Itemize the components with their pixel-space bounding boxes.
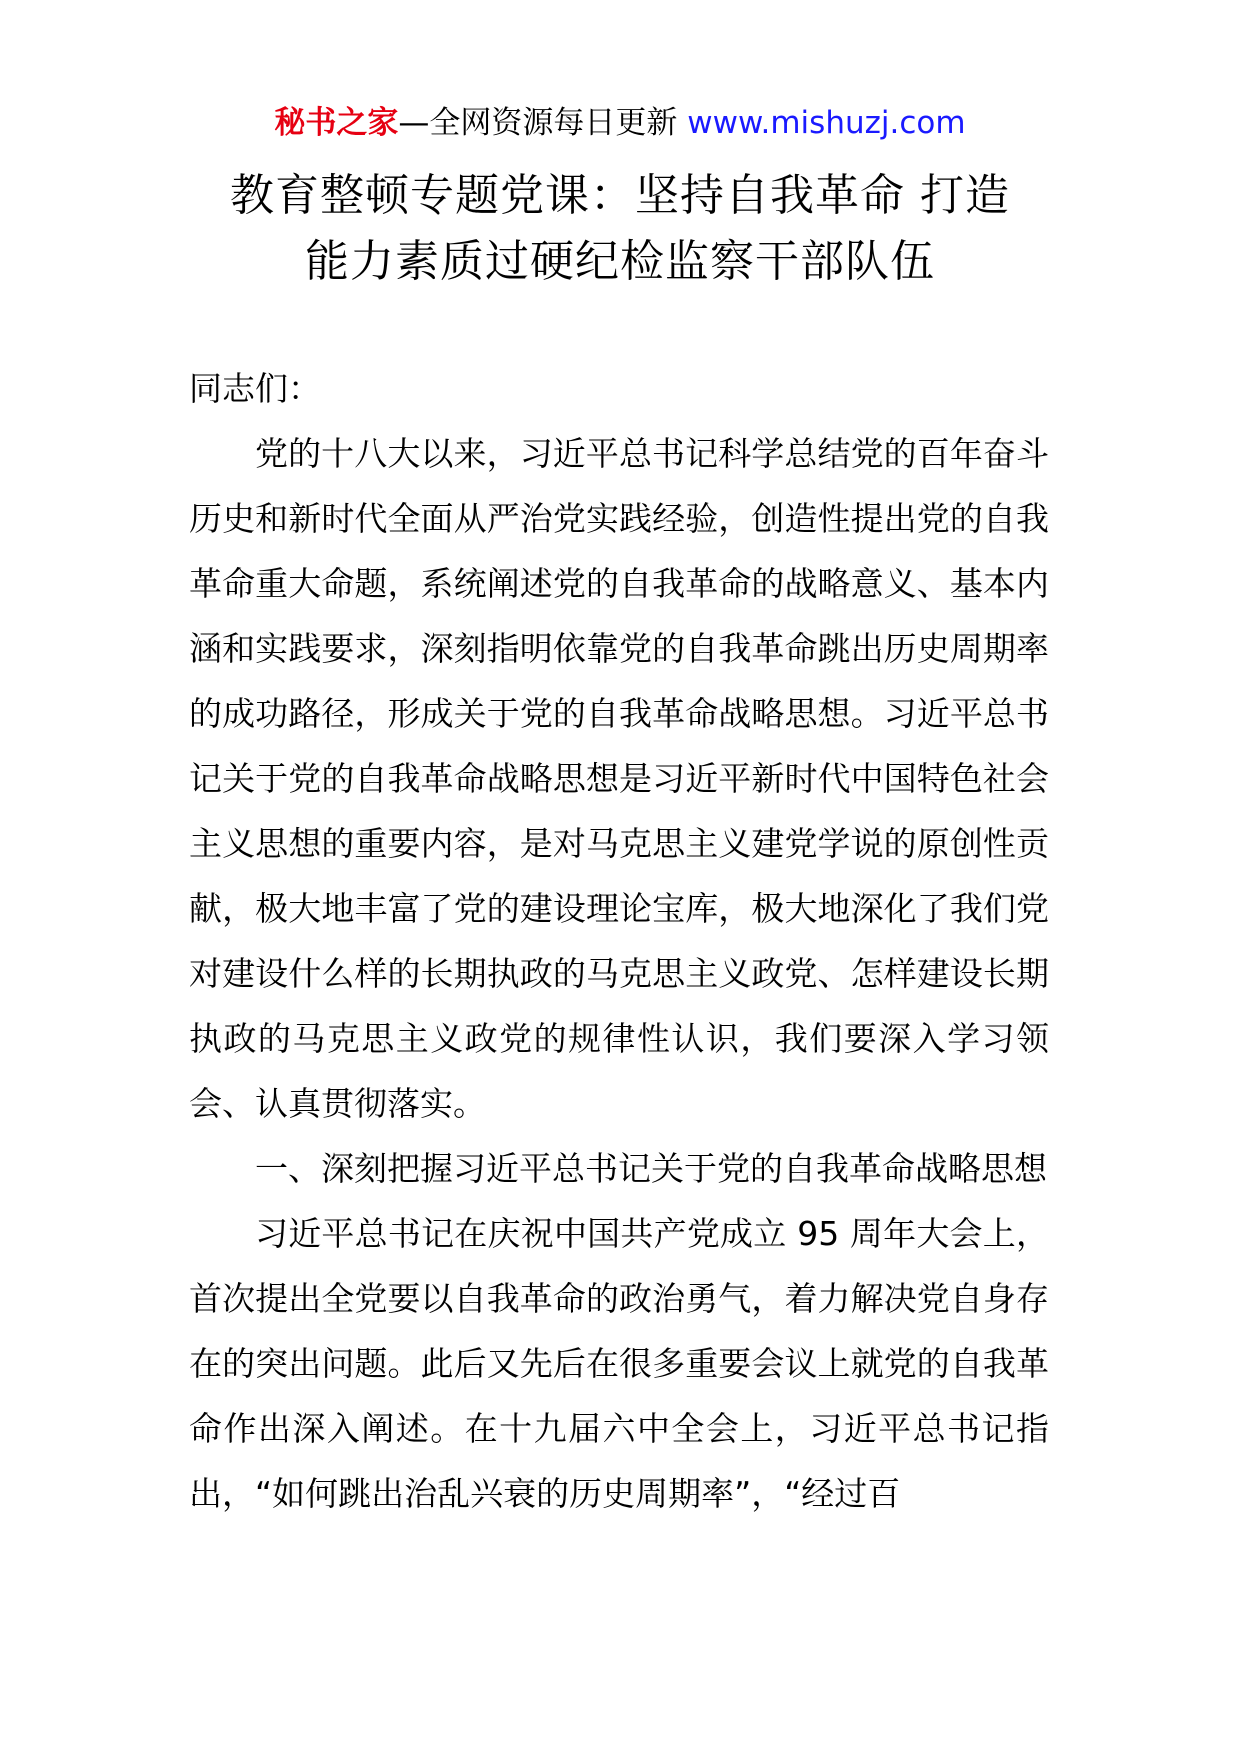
salutation: 同志们：: [189, 369, 321, 408]
site-url-link[interactable]: www.mishuzj.com: [687, 105, 966, 141]
document-title-line-2: 能力素质过硬纪检监察干部队伍: [305, 236, 935, 287]
document-body: [189, 356, 1049, 1526]
paragraph-1: 党的十八大以来，习近平总书记科学总结党的百年奋斗历史和新时代全面从严治党实践经验，创造性提出党的自我革命重大命题，系统阐述党的自我革命的战略意义、基本内涵和实践要求，深刻指明依靠党的自我革命跳出历史周期率的成功路径，形成关于党的自我革命战略思想。习近平总书记关于党的自我革命战略思想是习近平新时代中国特色社会主义思想的重要内容，是对马克思主义建党学说的原创性贡献，极大地丰富了党的建设理论宝库，极大地深化了我们党对建设什么样的长期执政的马克思主义政党、怎样建设长期执政的马克思主义政党的规律性认识，我们要深入学习领会、认真贯彻落实。: [189, 434, 1049, 1123]
site-banner: [0, 103, 1240, 143]
site-brand-name: 秘书之家: [274, 105, 399, 141]
paragraph-2: 习近平总书记在庆祝中国共产党成立 95 周年大会上，首次提出全党要以自我革命的政治勇气，着力解决党自身存在的突出问题。此后又先后在很多重要会议上就党的自我革命作出深入阐述。在十九届六中全会上，习近平总书记指出，“如何跳出治乱兴衰的历史周期率”，“经过百: [189, 1214, 1049, 1513]
document-title: [150, 163, 1090, 295]
section-heading-1: 一、深刻把握习近平总书记关于党的自我革命战略思想: [255, 1149, 1047, 1188]
document-title-line-1: 教育整顿专题党课：坚持自我革命 打造: [230, 170, 1010, 221]
site-slogan: —全网资源每日更新: [398, 105, 688, 141]
